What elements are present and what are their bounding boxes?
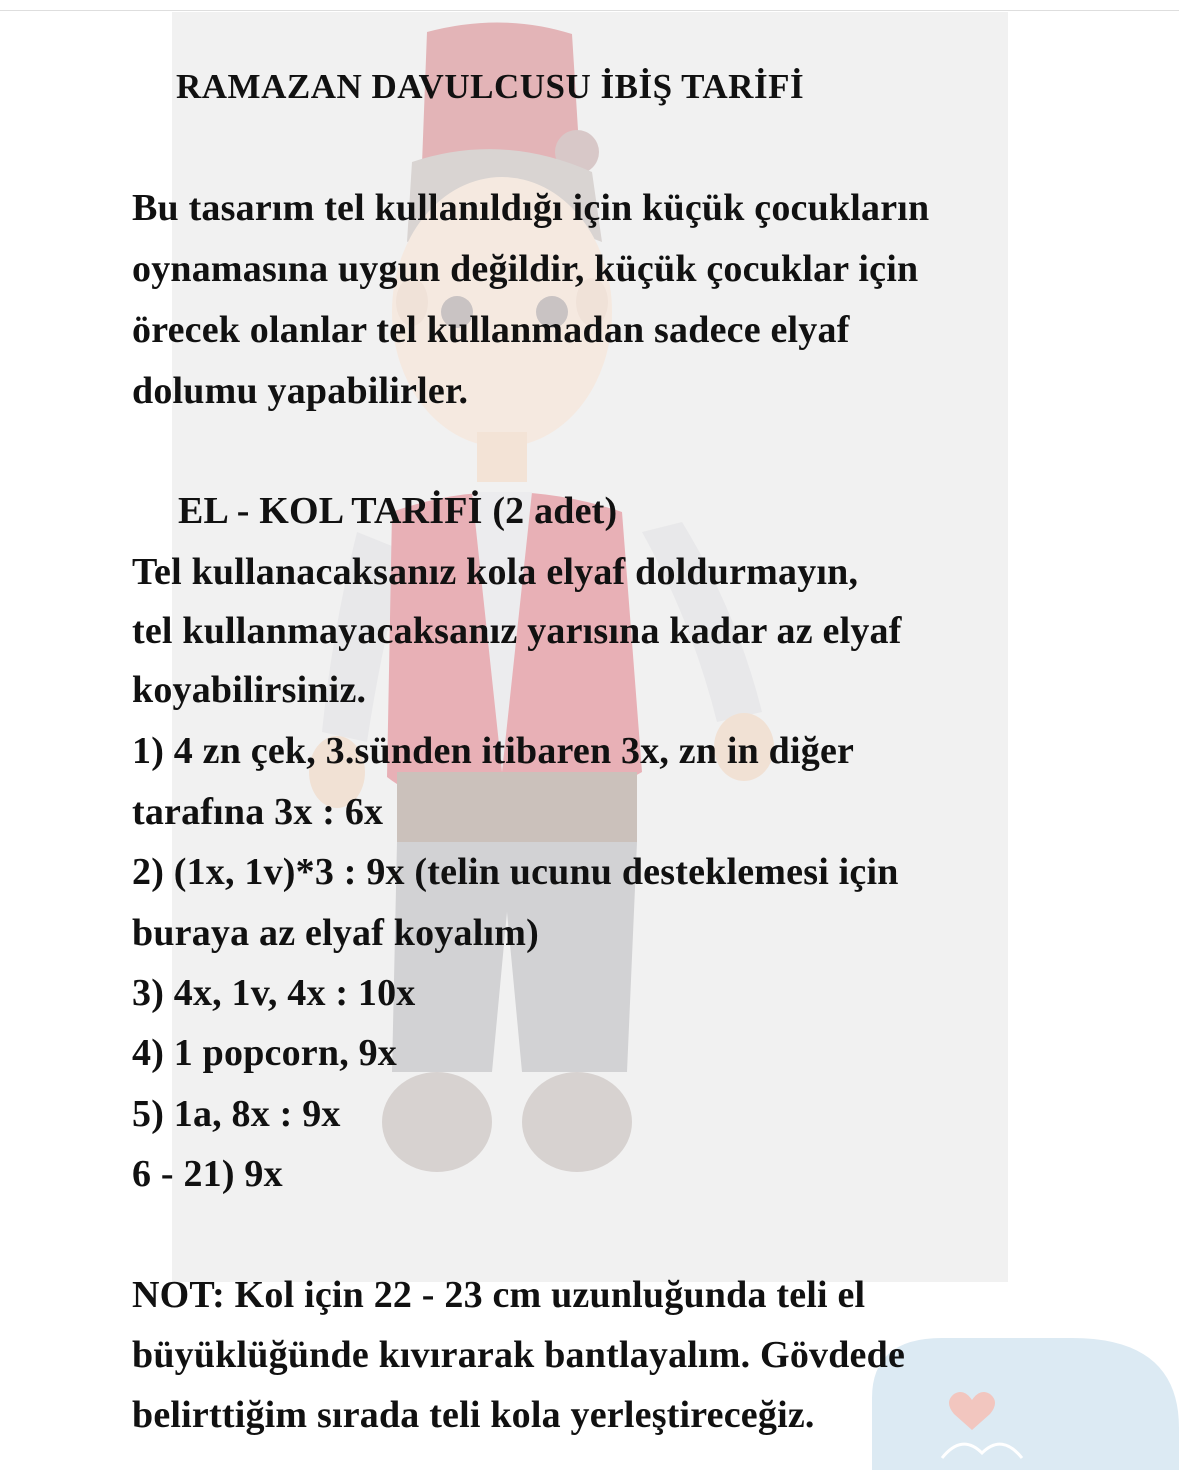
intro-line: örecek olanlar tel kullanmadan sadece elyaf	[132, 309, 850, 351]
step-line: buraya az elyaf koyalım)	[132, 912, 539, 954]
step-line: 6 - 21) 9x	[132, 1153, 283, 1195]
section-note-line: tel kullanmayacaksanız yarısına kadar az elyaf	[132, 610, 902, 652]
section-note-line: Tel kullanacaksanız kola elyaf doldurmayın,	[132, 551, 859, 593]
step-line: tarafına 3x : 6x	[132, 791, 384, 833]
step-line: 4) 1 popcorn, 9x	[132, 1032, 397, 1074]
recipe-title: RAMAZAN DAVULCUSU İBİŞ TARİFİ	[176, 67, 805, 106]
section-heading: EL - KOL TARİFİ (2 adet)	[178, 490, 618, 532]
intro-line: dolumu yapabilirler.	[132, 370, 469, 412]
footnote-line: NOT: Kol için 22 - 23 cm uzunluğunda teli el	[132, 1274, 866, 1316]
step-line: 5) 1a, 8x : 9x	[132, 1093, 341, 1135]
footnote-line: büyüklüğünde kıvırarak bantlayalım. Gövdede	[132, 1334, 906, 1376]
footnote-line: belirttiğim sırada teli kola yerleştireceğiz.	[132, 1394, 815, 1436]
step-line: 3) 4x, 1v, 4x : 10x	[132, 972, 416, 1014]
intro-line: Bu tasarım tel kullanıldığı için küçük çocukların	[132, 187, 930, 229]
step-line: 1) 4 zn çek, 3.sünden itibaren 3x, zn in diğer	[132, 730, 855, 772]
section-note-line: koyabilirsiniz.	[132, 669, 367, 711]
step-line: 2) (1x, 1v)*3 : 9x (telin ucunu desteklemesi için	[132, 851, 899, 893]
intro-line: oynamasına uygun değildir, küçük çocuklar için	[132, 248, 919, 290]
